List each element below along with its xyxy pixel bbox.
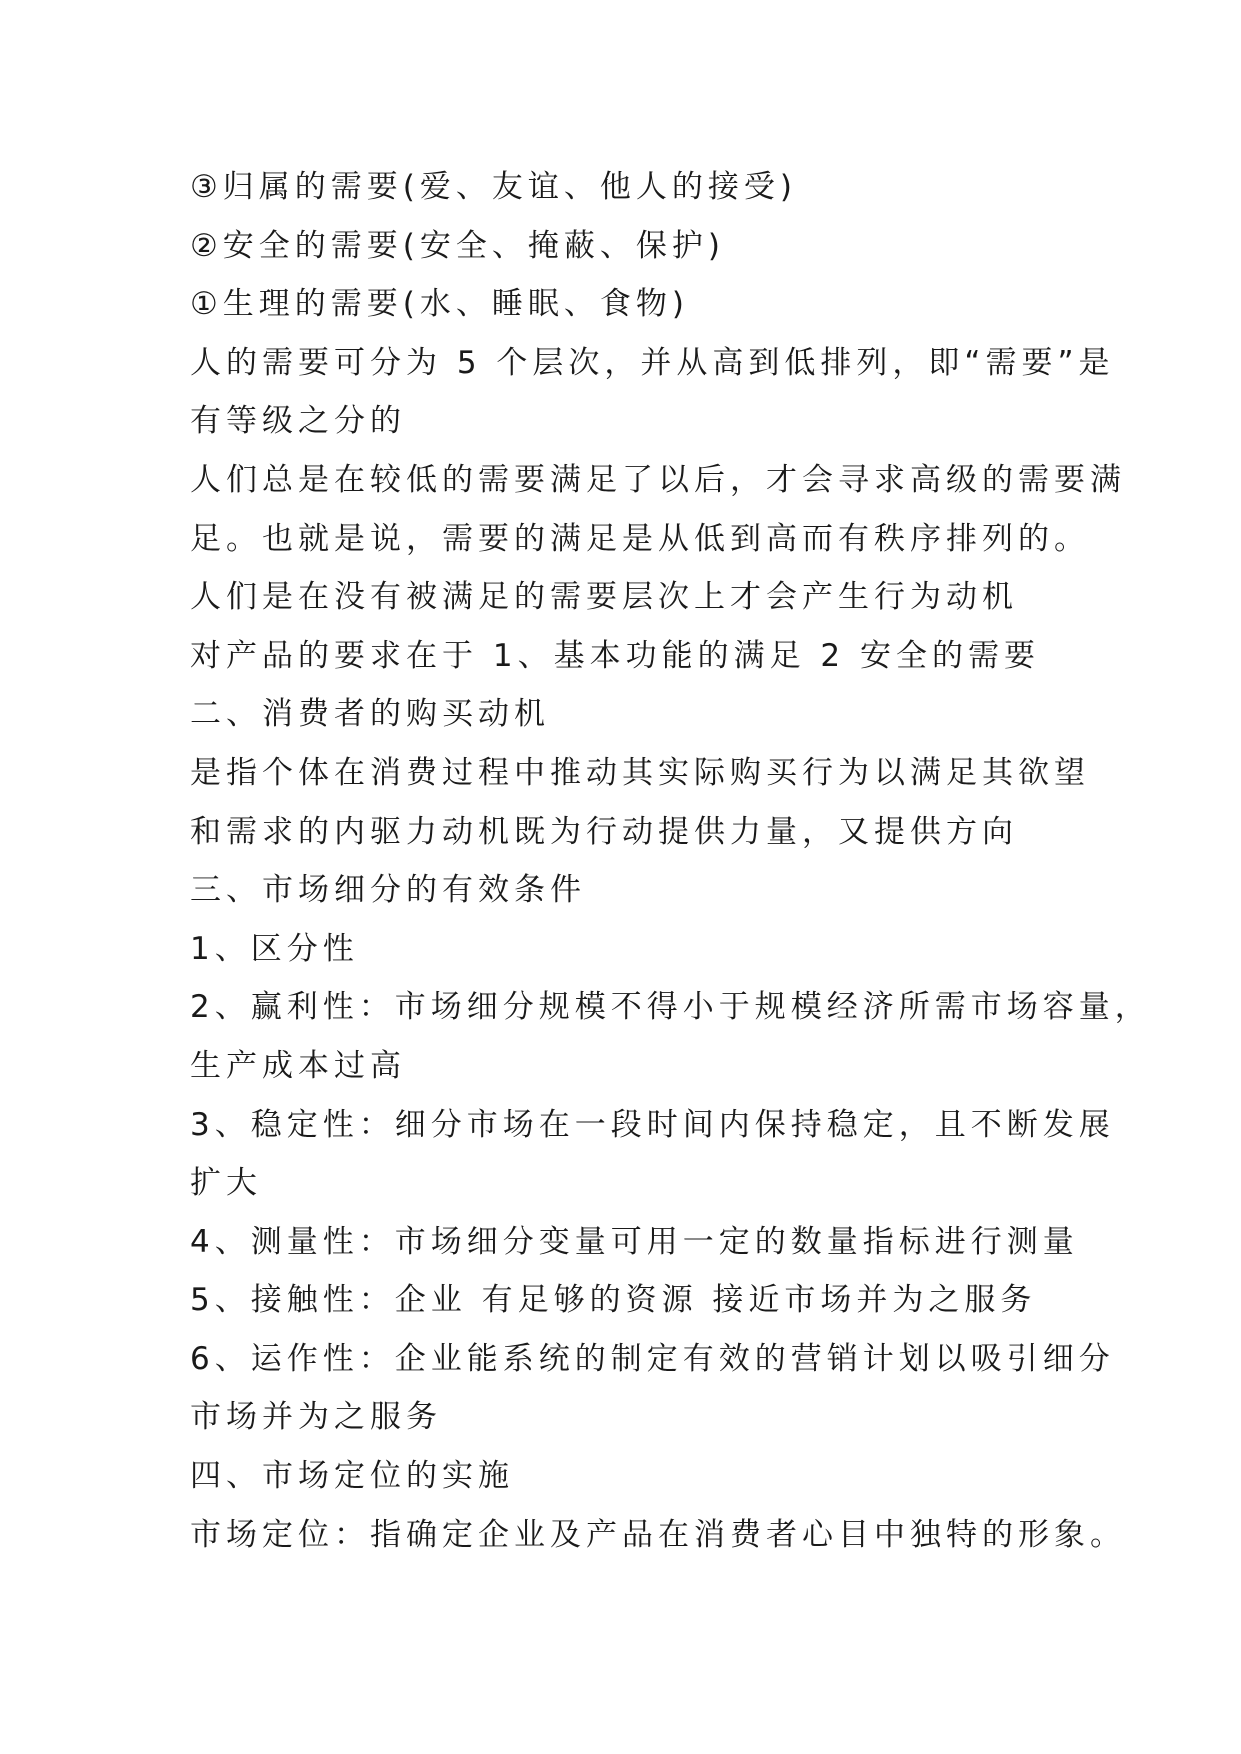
text-line: ③归属的需要(爱、友谊、他人的接受) [190, 169, 797, 205]
text-line: 对产品的要求在于 1、基本功能的满足 2 安全的需要 [190, 637, 1041, 674]
section-heading: 三、市场细分的有效条件 [190, 872, 586, 909]
text-line: 生产成本过高 [190, 1047, 406, 1084]
list-item: 6、运作性：企业能系统的制定有效的营销计划以吸引细分 [190, 1340, 1115, 1377]
text-line: ②安全的需要(安全、掩蔽、保护) [190, 227, 725, 264]
text-line: 市场定位：指确定企业及产品在消费者心目中独特的形象。 [190, 1516, 1126, 1553]
list-item: 2、赢利性：市场细分规模不得小于规模经济所需市场容量， [190, 989, 1151, 1026]
text-line: ①生理的需要(水、睡眠、食物) [190, 286, 689, 323]
list-item: 4、测量性：市场细分变量可用一定的数量指标进行测量 [190, 1223, 1079, 1260]
text-line: 市场并为之服务 [190, 1399, 442, 1436]
text-line: 足。也就是说，需要的满足是从低到高而有秩序排列的。 [190, 520, 1090, 557]
list-item: 1、区分性 [190, 930, 359, 967]
list-item: 3、稳定性：细分市场在一段时间内保持稳定，且不断发展 [190, 1106, 1115, 1143]
text-line: 扩大 [190, 1165, 262, 1202]
document-body [190, 158, 1151, 1564]
text-line: 和需求的内驱力动机既为行动提供力量，又提供方向 [190, 813, 1018, 850]
list-item: 5、接触性：企业 有足够的资源 接近市场并为之服务 [190, 1282, 1037, 1319]
text-line: 是指个体在消费过程中推动其实际购买行为以满足其欲望 [190, 754, 1090, 791]
text-line: 人们总是在较低的需要满足了以后，才会寻求高级的需要满 [190, 461, 1126, 498]
text-line: 人们是在没有被满足的需要层次上才会产生行为动机 [190, 579, 1018, 616]
section-heading: 二、消费者的购买动机 [190, 696, 550, 733]
text-line: 人的需要可分为 5 个层次，并从高到低排列，即“需要”是 [190, 344, 1115, 381]
text-line: 有等级之分的 [190, 403, 406, 440]
section-heading: 四、市场定位的实施 [190, 1458, 514, 1495]
